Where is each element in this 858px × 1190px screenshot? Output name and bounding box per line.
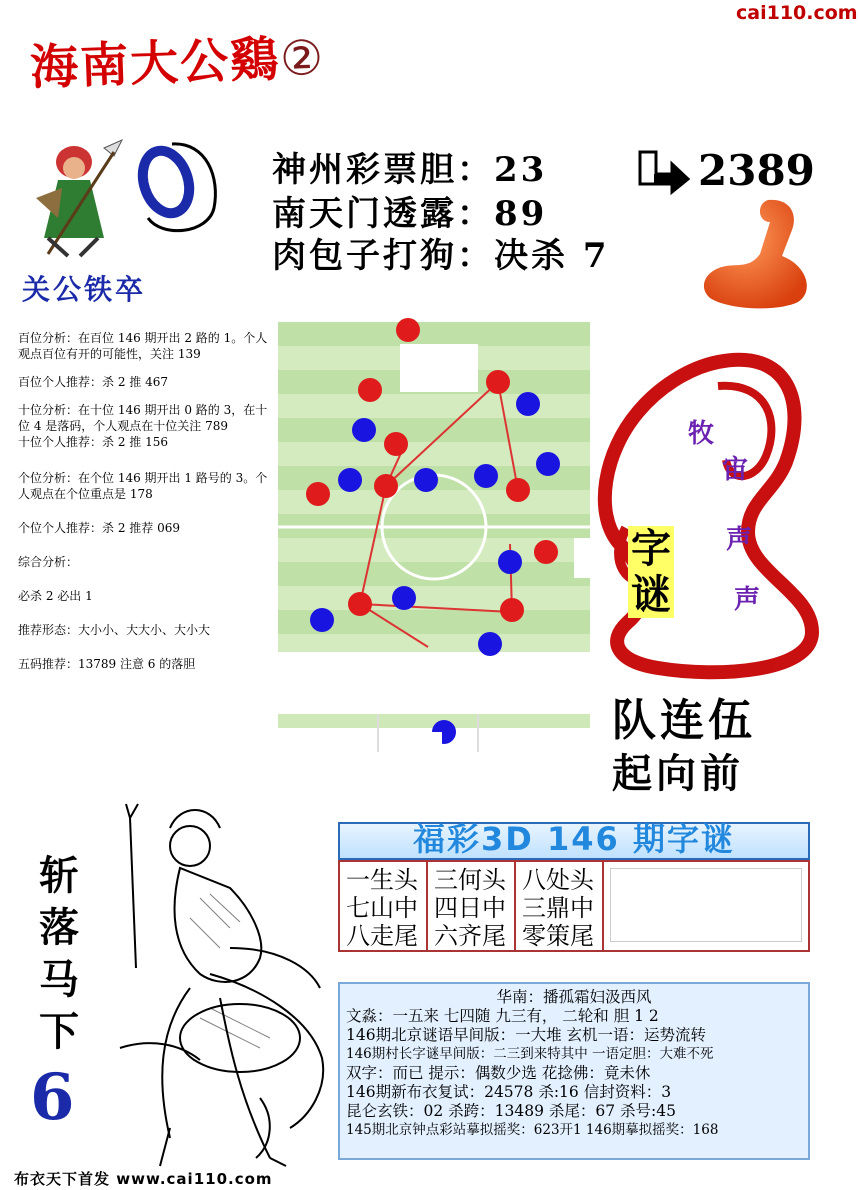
- tactics-pitch-graphic: [278, 322, 590, 652]
- riddle-cell: 零策尾: [522, 922, 594, 950]
- analysis-hundreds: 百位分析：在百位 146 期开出 2 路的 1。个人观点百位有开的可能性，关注 139: [18, 331, 268, 361]
- analysis-five: 五码推荐：13789 注意 6 的落胆: [18, 657, 196, 671]
- riddle-col-2: [428, 862, 516, 950]
- riddle-cell: 八处头: [522, 866, 594, 894]
- analysis-tens: 十位分析：在十位 146 期开出 0 路的 3，在十位 4 是落码，个人观点在十位关注 789: [18, 403, 268, 433]
- analysis-panel: [18, 330, 278, 684]
- analysis-units-pick: 个位个人推荐：杀 2 推荐 069: [18, 521, 180, 535]
- info-line-8: 145期北京钟点彩站摹拟摇奖：623开1 146期摹拟摇奖：168: [346, 1122, 719, 1138]
- riddle-cell: 四日中: [434, 894, 506, 922]
- riddle-cell: 六齐尾: [434, 922, 506, 950]
- warrior-title: 斩落马下: [39, 852, 79, 1055]
- svg-text:宙: 宙: [722, 455, 749, 485]
- riddle-col-3: [516, 862, 604, 950]
- analysis-pattern: 推荐形态：大小小、大大小、大小大: [18, 623, 211, 637]
- svg-text:牧: 牧: [688, 419, 715, 449]
- riddle-banner-text: 福彩3D 146 期字谜: [413, 820, 735, 858]
- riddle-cell: 三何头: [434, 866, 506, 894]
- analysis-tens-pick: 十位个人推荐：杀 2 推 156: [18, 435, 168, 449]
- riddle-banner: [338, 822, 810, 860]
- rooster-figure-icon: [698, 196, 816, 312]
- riddle-cell: 八走尾: [346, 922, 418, 950]
- side-phrase-2: 起向前: [612, 750, 744, 797]
- featured-number: 2389: [698, 146, 815, 195]
- warrior-number: 6: [30, 1060, 75, 1135]
- analysis-hundreds-pick: 百位个人推荐：杀 2 推 467: [18, 375, 168, 389]
- title-text: 海南大公鷄: [29, 31, 282, 97]
- pitch-strip-graphic: [278, 714, 590, 752]
- page-title: [29, 19, 326, 98]
- info-line-5: 双字：而已 提示：偶数少选 花捻佛：竟未休: [346, 1064, 651, 1082]
- red-swirl-figure-icon: [598, 352, 830, 682]
- title-number: ②: [279, 29, 327, 88]
- guan-gong-icon: [18, 138, 130, 256]
- analysis-must: 必杀 2 必出 1: [18, 589, 93, 603]
- analysis-units: 个位分析：在个位 146 期开出 1 路号的 3。个人观点在个位重点是 178: [18, 471, 268, 501]
- info-line-3: 146期北京谜语早间版：一大堆 玄机一语：运势流转: [346, 1026, 707, 1044]
- riddle-cell: 七山中: [346, 894, 418, 922]
- site-domain: cai110.com: [736, 2, 858, 24]
- info-line-4: 146期村长字谜早间版：二三到来特其中 一语定胆：大难不死: [346, 1046, 714, 1062]
- side-phrase-1: 队连伍: [612, 695, 756, 746]
- arrow-right-icon: [636, 148, 692, 194]
- zero-badge-icon: [122, 138, 222, 238]
- riddle-grid: [338, 860, 810, 952]
- svg-text:声: 声: [726, 525, 753, 555]
- tip-line-1: 神州彩票胆：23: [272, 150, 548, 190]
- analysis-overall: 综合分析：: [18, 555, 79, 569]
- riddle-cell: 一生头: [346, 866, 418, 894]
- riddle-cell: 三鼎中: [522, 894, 594, 922]
- info-panel: [338, 982, 810, 1160]
- tip-line-2: 南天门透露：89: [272, 194, 548, 234]
- info-line-1: 华南：播孤霜妇汲西风: [496, 988, 652, 1006]
- mounted-warrior-icon: [60, 798, 330, 1170]
- hero-name: 关公铁卒: [22, 273, 147, 306]
- tip-line-3: 肉包子打狗：决杀 7: [272, 236, 610, 276]
- info-line-2: 文淼：一五来 七四随 九三有， 二轮和 胆 1 2: [346, 1007, 659, 1025]
- riddle-label: 字谜: [628, 526, 674, 618]
- footer-credit: 布衣天下首发 www.cai110.com: [14, 1170, 273, 1188]
- info-line-7: 昆仑玄铁：02 杀跨：13489 杀尾：67 杀号:45: [346, 1102, 676, 1120]
- riddle-col-1: [340, 862, 428, 950]
- riddle-blank-cell: [604, 862, 808, 950]
- svg-text:声: 声: [734, 585, 761, 615]
- info-line-6: 146期新布衣复试：24578 杀:16 信封资料：3: [346, 1083, 672, 1101]
